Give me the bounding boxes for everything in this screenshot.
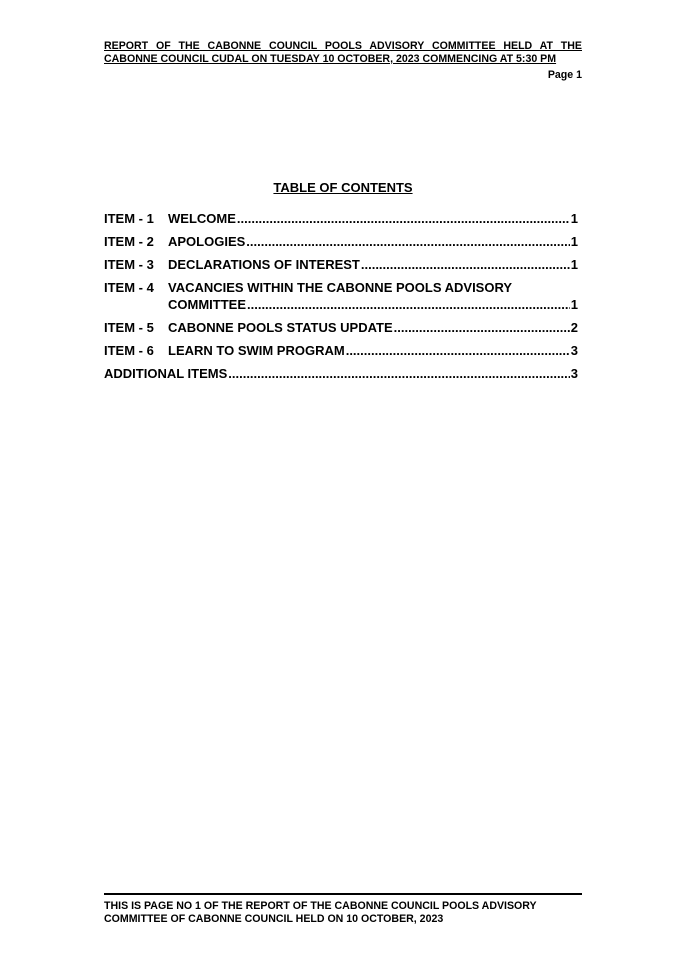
- toc-item-title: WELCOME: [168, 211, 236, 226]
- toc-item-page: 1: [570, 234, 578, 249]
- toc-item-title-line2: COMMITTEE: [168, 297, 246, 312]
- table-of-contents: [104, 210, 578, 388]
- toc-heading: TABLE OF CONTENTS: [273, 180, 413, 195]
- toc-item-title: CABONNE POOLS STATUS UPDATE: [168, 320, 393, 335]
- page-footer: [104, 893, 582, 926]
- toc-entry-item-2[interactable]: [104, 233, 578, 250]
- toc-item-title: APOLOGIES: [168, 234, 246, 249]
- dot-leader: [246, 233, 569, 250]
- toc-entry-item-6[interactable]: [104, 342, 578, 359]
- toc-item-title-line1: VACANCIES WITHIN THE CABONNE POOLS ADVISORY: [168, 280, 513, 295]
- toc-entry-additional-items[interactable]: [104, 365, 578, 382]
- toc-item-page: 3: [570, 343, 578, 358]
- footer-text: THIS IS PAGE NO 1 OF THE REPORT OF THE CABONNE COUNCIL POOLS ADVISORY COMMITTEE OF CABONNE COUNCIL HELD ON 10 OCTOBER, 2023: [104, 900, 537, 925]
- toc-item-page: 2: [570, 320, 578, 335]
- toc-item-title: LEARN TO SWIM PROGRAM: [168, 343, 345, 358]
- dot-leader: [361, 256, 570, 273]
- toc-entry-item-1[interactable]: [104, 210, 578, 227]
- toc-item-page: 1: [570, 211, 578, 226]
- toc-entry-item-3[interactable]: [104, 256, 578, 273]
- toc-item-number: ITEM - 5: [104, 320, 154, 335]
- toc-item-number: ITEM - 1: [104, 211, 154, 226]
- toc-item-number: ITEM - 6: [104, 343, 154, 358]
- toc-item-page: 3: [570, 366, 578, 381]
- dot-leader: [228, 365, 570, 382]
- report-header: [104, 40, 582, 81]
- toc-item-number: ITEM - 2: [104, 234, 154, 249]
- toc-item-page: 1: [570, 257, 578, 272]
- dot-leader: [346, 342, 570, 359]
- dot-leader: [394, 319, 570, 336]
- toc-entry-item-4[interactable]: [104, 279, 578, 313]
- report-title: REPORT OF THE CABONNE COUNCIL POOLS ADVISORY COMMITTEE HELD AT THE CABONNE COUNCIL CUDAL ON TUESDAY 10 OCTOBER, 2023 COMMENCING AT 5:30 PM: [104, 40, 582, 65]
- toc-item-title: ADDITIONAL ITEMS: [104, 366, 228, 381]
- toc-item-page: 1: [570, 297, 578, 312]
- dot-leader: [237, 210, 570, 227]
- dot-leader: [247, 296, 570, 313]
- toc-item-number: ITEM - 4: [104, 280, 154, 295]
- toc-item-number: ITEM - 3: [104, 257, 154, 272]
- toc-item-title: DECLARATIONS OF INTEREST: [168, 257, 360, 272]
- toc-entry-item-5[interactable]: [104, 319, 578, 336]
- page-number: Page 1: [547, 69, 582, 81]
